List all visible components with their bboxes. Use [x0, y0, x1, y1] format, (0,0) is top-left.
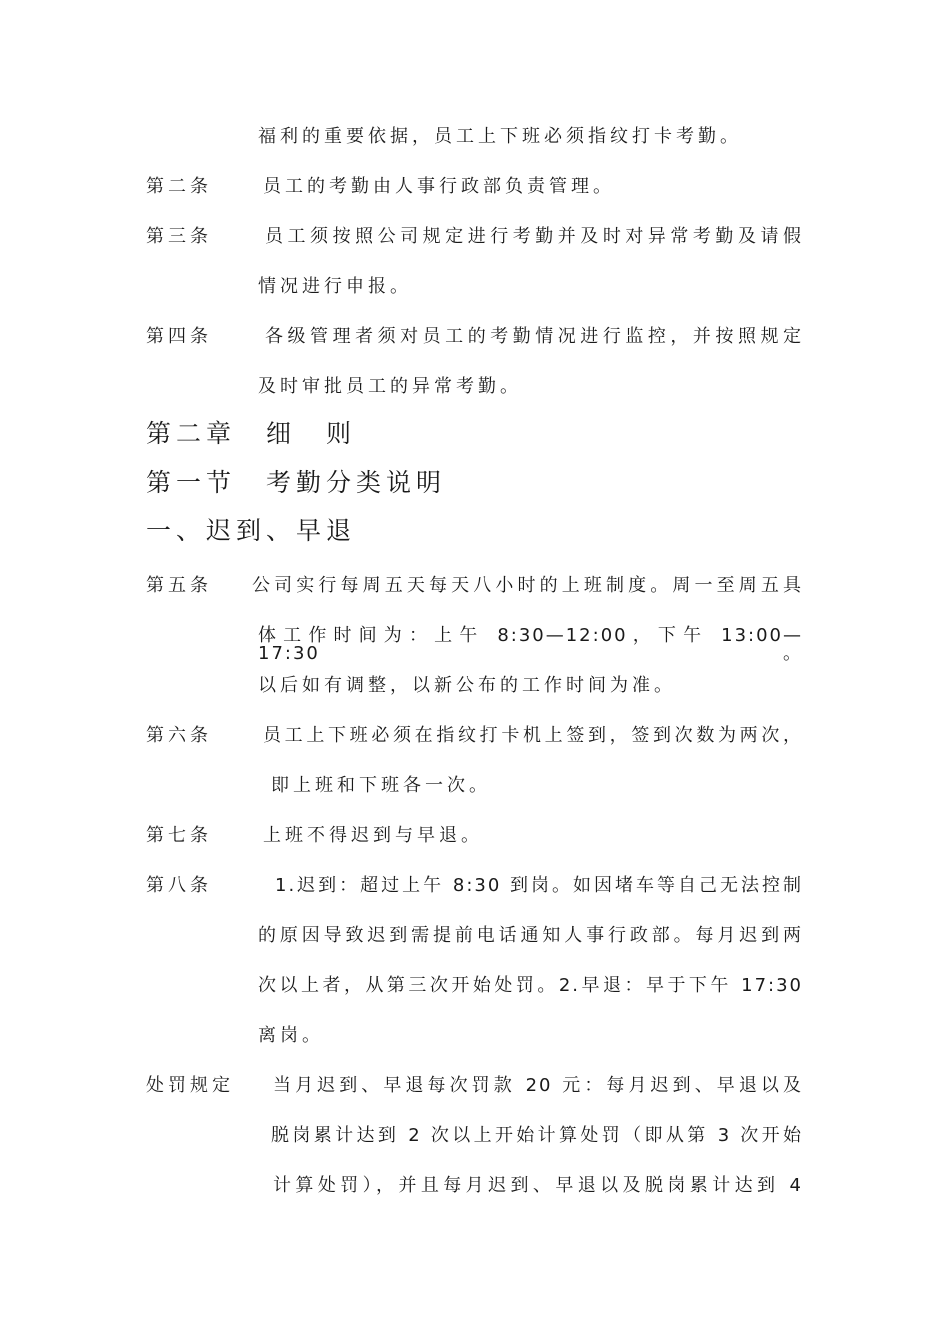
- continuation-line: 福利的重要依据，员工上下班必须指纹打卡考勤。: [258, 126, 742, 147]
- article-2-text: 员工的考勤由人事行政部负责管理。: [263, 176, 615, 197]
- section-heading: 第一节 考勤分类说明: [146, 468, 447, 497]
- article-7-text: 上班不得迟到与早退。: [263, 825, 483, 846]
- article-5-text-line1: 公司实行每周五天每天八小时的上班制度。周一至周五具: [252, 575, 803, 596]
- article-5-text-line3: 以后如有调整，以新公布的工作时间为准。: [258, 675, 676, 696]
- article-5-text-line2: 体工作时间为：上午 8:30—12:00，下午 13:00—17:30。: [258, 625, 803, 664]
- article-4-text-line2: 及时审批员工的异常考勤。: [258, 376, 522, 397]
- article-8-text-line4: 离岗。: [258, 1025, 324, 1046]
- article-6-text-line2: 即上班和下班各一次。: [271, 775, 491, 796]
- article-2-label: 第二条: [146, 176, 212, 197]
- article-4-text-line1: 各级管理者须对员工的考勤情况进行监控，并按照规定: [265, 326, 803, 347]
- subsection-heading: 一、迟到、早退: [146, 516, 357, 545]
- article-8-text-line2: 的原因导致迟到需提前电话通知人事行政部。每月迟到两: [258, 925, 803, 946]
- penalty-text-line3: 计算处罚），并且每月迟到、早退以及脱岗累计达到 4: [273, 1175, 803, 1196]
- article-3-text-line1: 员工须按照公司规定进行考勤并及时对异常考勤及请假: [265, 226, 803, 247]
- article-7-label: 第七条: [146, 825, 212, 846]
- article-3-text-line2: 情况进行申报。: [258, 276, 412, 297]
- article-6-label: 第六条: [146, 725, 212, 746]
- article-8-text-line3: 次以上者，从第三次开始处罚。2.早退：早于下午 17:30: [258, 975, 803, 996]
- article-3-label: 第三条: [146, 226, 212, 247]
- chapter-heading: 第二章 细 则: [146, 419, 357, 448]
- article-4-label: 第四条: [146, 326, 212, 347]
- article-5-label: 第五条: [146, 575, 212, 596]
- penalty-text-line2: 脱岗累计达到 2 次以上开始计算处罚（即从第 3 次开始: [271, 1125, 803, 1146]
- article-6-text-line1: 员工上下班必须在指纹打卡机上签到，签到次数为两次，: [263, 725, 803, 746]
- penalty-label: 处罚规定: [146, 1075, 234, 1096]
- penalty-text-line1: 当月迟到、早退每次罚款 20 元：每月迟到、早退以及: [273, 1075, 803, 1096]
- article-8-text-line1: 1.迟到：超过上午 8:30 到岗。如因堵车等自己无法控制: [275, 875, 803, 896]
- article-8-label: 第八条: [146, 875, 212, 896]
